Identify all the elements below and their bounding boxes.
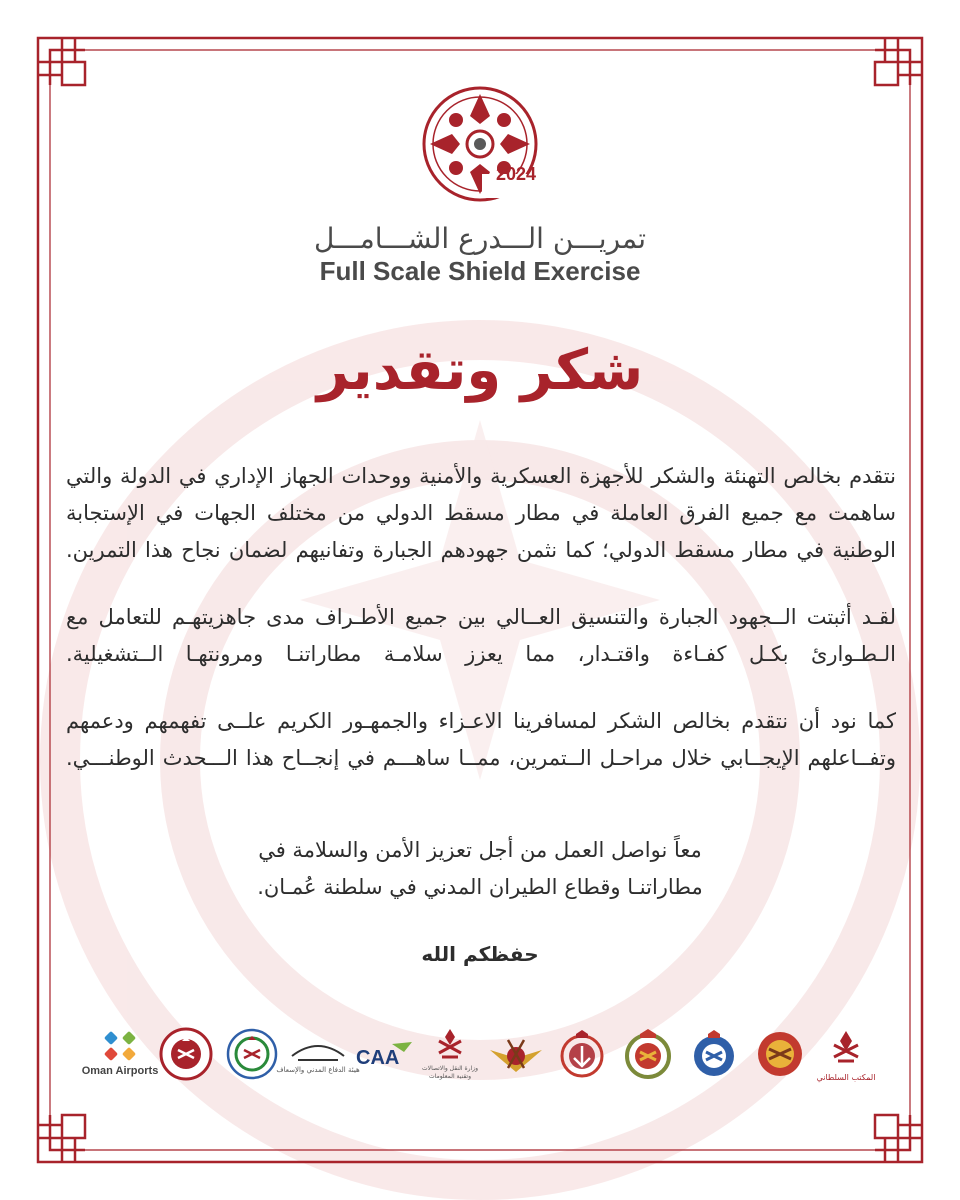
partner-logos <box>81 1018 878 1090</box>
royal-navy-emblem-icon <box>558 1028 606 1080</box>
royal-office-emblem-icon <box>824 1027 868 1071</box>
partner-label-royal-office: المكتب السلطاني <box>816 1072 876 1082</box>
paragraph-2: لقـد أثبتت الــجهود الجبارة والتنسيق العــالي بين جميع الأطـراف مدى جاهزيتهـم للتعامل مع الـطـوارئ بكـل كفـاءة واقتـدار، مما يعزز سلامـة مطاراتنـا ومرونتهـا الــتشغيلية. <box>66 605 896 666</box>
partner-caa <box>352 1021 416 1087</box>
crisis-centre-emblem-icon <box>159 1027 213 1081</box>
svg-text:CAA: CAA <box>356 1047 400 1068</box>
paragraph-1: نتقدم بخالص التهنئة والشكر للأجهزة العسكرية والأمنية ووحدات الجهاز الإداري في الدولة والتي ساهمت مع جميع الفرق العاملة في مطار مسقط الدولي من مختلف الجهات في الإستجابة الوطنية في مطار مسقط الدولي؛ كما نثمن جهودهم الجبارة وتفانيهم لضمان نجاح هذا التمرين. <box>66 464 896 562</box>
shield-exercise-emblem-icon <box>410 80 550 210</box>
signoff: حفظكم الله <box>421 942 539 966</box>
royal-guard-emblem-icon <box>623 1028 673 1080</box>
closing-line-2: مطاراتنـا وقطاع الطيران المدني في سلطنة عُمـان. <box>257 875 703 899</box>
partner-royal-army <box>748 1021 812 1087</box>
partner-committee <box>220 1021 284 1087</box>
paragraph-3: كما نود أن نتقدم بخالص الشكر لمسافرينا الاعـزاء والجمهـور الكريم علــى تفهمهم ودعمهم وتفــاعلهم الإيجــابي خلال مراحـل الــتمرين، ممــا ساهـــم في إنجــاح هذا الـــحدث الوطنـــي. <box>66 709 896 770</box>
page-heading: شكر وتقدير <box>316 338 644 403</box>
air-force-emblem-icon <box>488 1032 544 1076</box>
partner-crisis-centre <box>154 1021 218 1087</box>
partner-air-force <box>484 1021 548 1087</box>
event-year: 2024 <box>496 164 537 184</box>
royal-oman-police-emblem-icon <box>690 1028 738 1080</box>
partner-royal-guard <box>616 1021 680 1087</box>
partner-label-oman-airports: Oman Airports <box>81 1065 159 1077</box>
civil-defence-emblem-icon <box>288 1034 348 1064</box>
partner-royal-navy <box>550 1021 614 1087</box>
partner-label-ministry-transport: وزارة النقل والاتصالات وتقنية المعلومات <box>422 1065 478 1080</box>
closing-statement <box>0 832 960 906</box>
ministry-transport-emblem-icon <box>430 1027 470 1063</box>
partner-royal-office <box>814 1021 878 1087</box>
partner-label-civil-defence: هيئة الدفاع المدني والإسعاف <box>276 1066 360 1074</box>
partner-oman-airports <box>81 1021 159 1087</box>
closing-line-1: معاً نواصل العمل من أجل تعزيز الأمن والسلامة في <box>258 838 702 862</box>
partner-royal-oman-police <box>682 1021 746 1087</box>
event-title-english: Full Scale Shield Exercise <box>319 256 641 286</box>
partner-civil-defence <box>276 1021 360 1087</box>
partner-ministry-transport <box>418 1021 482 1087</box>
letter-body <box>66 458 896 807</box>
oman-airports-logo-icon <box>102 1031 138 1063</box>
event-logo <box>0 80 960 210</box>
caa-logo-icon <box>354 1040 414 1068</box>
event-title-arabic: تمريـــن الـــدرع الشـــامـــل <box>313 222 647 255</box>
royal-army-emblem-icon <box>755 1029 805 1079</box>
committee-emblem-icon <box>226 1028 278 1080</box>
